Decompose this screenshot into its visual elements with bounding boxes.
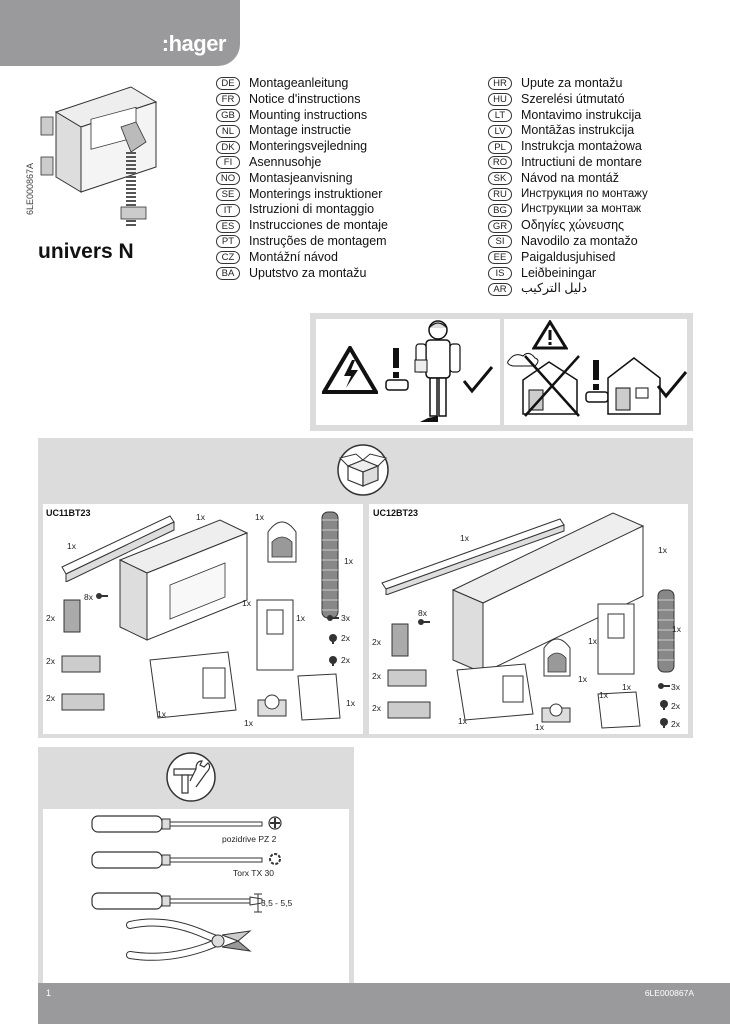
electrician-icon [412, 318, 464, 426]
product-illustration [36, 72, 161, 232]
language-row [216, 171, 388, 187]
electrical-hazard-icon [322, 346, 378, 394]
box-contents-icon [334, 444, 392, 496]
language-code-badge: BG [488, 204, 512, 217]
language-text: Instruções de montagem [249, 233, 387, 248]
language-text: Mounting instructions [249, 107, 368, 122]
clip-part [60, 688, 106, 718]
language-text: Инструкции за монтаж [521, 203, 642, 216]
language-text: Instrukcja montażowa [521, 139, 642, 154]
language-row [488, 171, 648, 187]
tool-label-flat: 3,5 - 5,5 [261, 898, 293, 908]
part-quantity: 1x [535, 722, 544, 732]
bracket-part [62, 596, 82, 636]
language-code-badge: CZ [216, 251, 240, 264]
language-row [488, 76, 648, 92]
language-row [216, 92, 388, 108]
language-code-badge: PL [488, 141, 512, 154]
screw-icon [96, 592, 108, 600]
language-text: Instrucciones de montaje [249, 218, 388, 233]
screw-icon [418, 618, 430, 626]
language-code-badge: PT [216, 235, 240, 248]
panel-title-uc11bt23: UC11BT23 [46, 508, 91, 518]
support-bracket-part [455, 662, 535, 722]
language-text: Montážní návod [249, 249, 338, 264]
warning-finger-icon [384, 348, 410, 392]
flexible-conduit-part [318, 510, 342, 620]
tools-icon [164, 751, 218, 803]
part-quantity: 3x [341, 613, 350, 623]
doc-ref-vertical: 6LE000867A [25, 162, 35, 215]
language-code-badge: IS [488, 267, 512, 280]
language-text: Upute za montažu [521, 76, 623, 90]
part-quantity: 2x [671, 701, 680, 711]
language-row [488, 155, 648, 171]
screw-icon [327, 656, 339, 666]
language-code-badge: ES [216, 220, 240, 233]
side-cutter-pliers [126, 915, 256, 970]
language-text: Montasjeanvisning [249, 170, 353, 185]
language-row [488, 92, 648, 108]
language-text: Paigaldusjuhised [521, 249, 616, 264]
language-row [488, 108, 648, 124]
cable-entry-hood-part [262, 512, 302, 567]
page-number: 1 [46, 988, 52, 998]
language-text: Uputstvo za montažu [249, 265, 367, 280]
bracket-part [390, 620, 410, 660]
language-code-badge: SK [488, 172, 512, 185]
language-row [216, 139, 388, 155]
screw-icon [658, 700, 670, 710]
language-text: Οδηγίες χώνευσης [521, 218, 625, 233]
language-row [488, 218, 648, 234]
screw-icon [658, 682, 670, 690]
language-text: Monterings instruktioner [249, 186, 383, 201]
enclosure-part [115, 515, 250, 645]
language-row [216, 123, 388, 139]
language-text: Navodilo za montažo [521, 233, 638, 248]
language-text: Intructiuni de montare [521, 154, 642, 169]
language-row [216, 155, 388, 171]
clip-part [60, 650, 102, 680]
screw-icon [327, 634, 339, 644]
language-code-badge: HR [488, 77, 512, 90]
language-code-badge: NL [216, 125, 240, 138]
language-text: Montavimo instrukcija [521, 107, 642, 122]
pozidrive-tip-icon [268, 816, 282, 830]
part-quantity: 1x [196, 512, 205, 522]
part-quantity: 1x [344, 556, 353, 566]
cable-clamp-part [540, 700, 572, 726]
language-list-right [488, 76, 648, 297]
language-row [216, 202, 388, 218]
language-text: Notice d'instructions [249, 91, 361, 106]
torx-tip-icon [268, 852, 282, 866]
hager-logo: :hager [161, 31, 226, 56]
part-quantity: 2x [341, 655, 350, 665]
building-exterior-crossed-icon [505, 350, 585, 420]
language-text: Monteringsvejledning [249, 139, 368, 154]
screwdriver-flat [90, 889, 270, 913]
checkmark-icon [462, 365, 494, 395]
page-footer [38, 983, 730, 1024]
language-code-badge: IT [216, 204, 240, 217]
language-code-badge: SE [216, 188, 240, 201]
product-name: univers N [38, 240, 134, 263]
language-text: Leiðbeiningar [521, 265, 597, 280]
language-code-badge: EE [488, 251, 512, 264]
language-code-badge: RO [488, 156, 512, 169]
panel-title-uc12bt23: UC12BT23 [373, 508, 419, 518]
part-quantity: 1x [255, 512, 264, 522]
tool-label-torx: Torx TX 30 [233, 868, 274, 878]
language-row [488, 234, 648, 250]
part-quantity: 2x [671, 719, 680, 729]
part-quantity: 2x [372, 703, 381, 713]
footer-doc-ref: 6LE000867A [644, 988, 694, 998]
part-quantity: 3x [671, 682, 680, 692]
part-quantity: 1x [458, 716, 467, 726]
part-quantity: 1x [672, 624, 681, 634]
language-code-badge: GR [488, 220, 512, 233]
language-row [488, 187, 648, 203]
angle-bracket-part [296, 672, 342, 722]
part-quantity: 2x [372, 637, 381, 647]
part-quantity: 1x [296, 613, 305, 623]
part-quantity: 1x [588, 636, 597, 646]
cable-entry-hood-part [538, 630, 576, 680]
language-code-badge: FI [216, 156, 240, 169]
part-quantity: 1x [622, 682, 631, 692]
tool-label-pozidrive: pozidrive PZ 2 [222, 834, 277, 844]
part-quantity: 8x [418, 608, 427, 618]
part-quantity: 2x [46, 693, 55, 703]
part-quantity: 1x [157, 709, 166, 719]
language-text: Montage instructie [249, 123, 352, 138]
part-quantity: 1x [578, 674, 587, 684]
language-code-badge: FR [216, 93, 240, 106]
part-quantity: 2x [46, 656, 55, 666]
language-row [216, 250, 388, 266]
language-code-badge: AR [488, 283, 512, 296]
language-list-left [216, 76, 388, 281]
part-quantity: 2x [46, 613, 55, 623]
language-text: Инструкция по монтажу [521, 187, 648, 200]
language-text: Návod na montáž [521, 170, 619, 185]
language-row [488, 139, 648, 155]
language-row [488, 123, 648, 139]
hazard-warning-icon [532, 320, 568, 350]
language-text: Szerelési útmutató [521, 91, 625, 106]
language-row [216, 234, 388, 250]
part-quantity: 1x [599, 690, 608, 700]
language-row [488, 281, 648, 297]
language-code-badge: NO [216, 172, 240, 185]
language-row [216, 218, 388, 234]
part-quantity: 2x [372, 671, 381, 681]
part-quantity: 1x [67, 541, 76, 551]
part-quantity: 1x [460, 533, 469, 543]
language-code-badge: GB [216, 109, 240, 122]
language-code-badge: LT [488, 109, 512, 122]
clip-part [386, 698, 432, 724]
header-logo-tab [0, 0, 240, 66]
language-code-badge: HU [488, 93, 512, 106]
screwdriver-pozidrive [90, 813, 270, 835]
screw-icon [658, 718, 670, 728]
part-quantity: 2x [341, 633, 350, 643]
language-row [216, 266, 388, 282]
language-row [216, 76, 388, 92]
language-text: دليل التركيب [521, 281, 588, 296]
mounting-plate-part [596, 602, 636, 677]
language-code-badge: DE [216, 77, 240, 90]
part-quantity: 1x [242, 598, 251, 608]
language-code-badge: BA [216, 267, 240, 280]
language-text: Montageanleitung [249, 76, 349, 90]
part-quantity: 1x [244, 718, 253, 728]
language-row [488, 202, 648, 218]
language-code-badge: LV [488, 125, 512, 138]
language-row [488, 266, 648, 282]
mounting-plate-part [255, 598, 295, 673]
language-code-badge: SI [488, 235, 512, 248]
language-row [216, 187, 388, 203]
part-quantity: 1x [346, 698, 355, 708]
language-row [488, 250, 648, 266]
language-row [216, 108, 388, 124]
part-quantity: 1x [658, 545, 667, 555]
part-quantity: 8x [84, 592, 93, 602]
language-text: Asennusohje [249, 154, 322, 169]
cable-clamp-part [256, 690, 288, 720]
checkmark-icon [656, 370, 688, 400]
language-code-badge: RU [488, 188, 512, 201]
language-text: Istruzioni di montaggio [249, 202, 375, 217]
clip-part [386, 666, 428, 692]
screw-icon [327, 614, 339, 622]
building-interior-icon [604, 352, 662, 418]
language-text: Montāžas instrukcija [521, 123, 635, 138]
language-code-badge: DK [216, 141, 240, 154]
